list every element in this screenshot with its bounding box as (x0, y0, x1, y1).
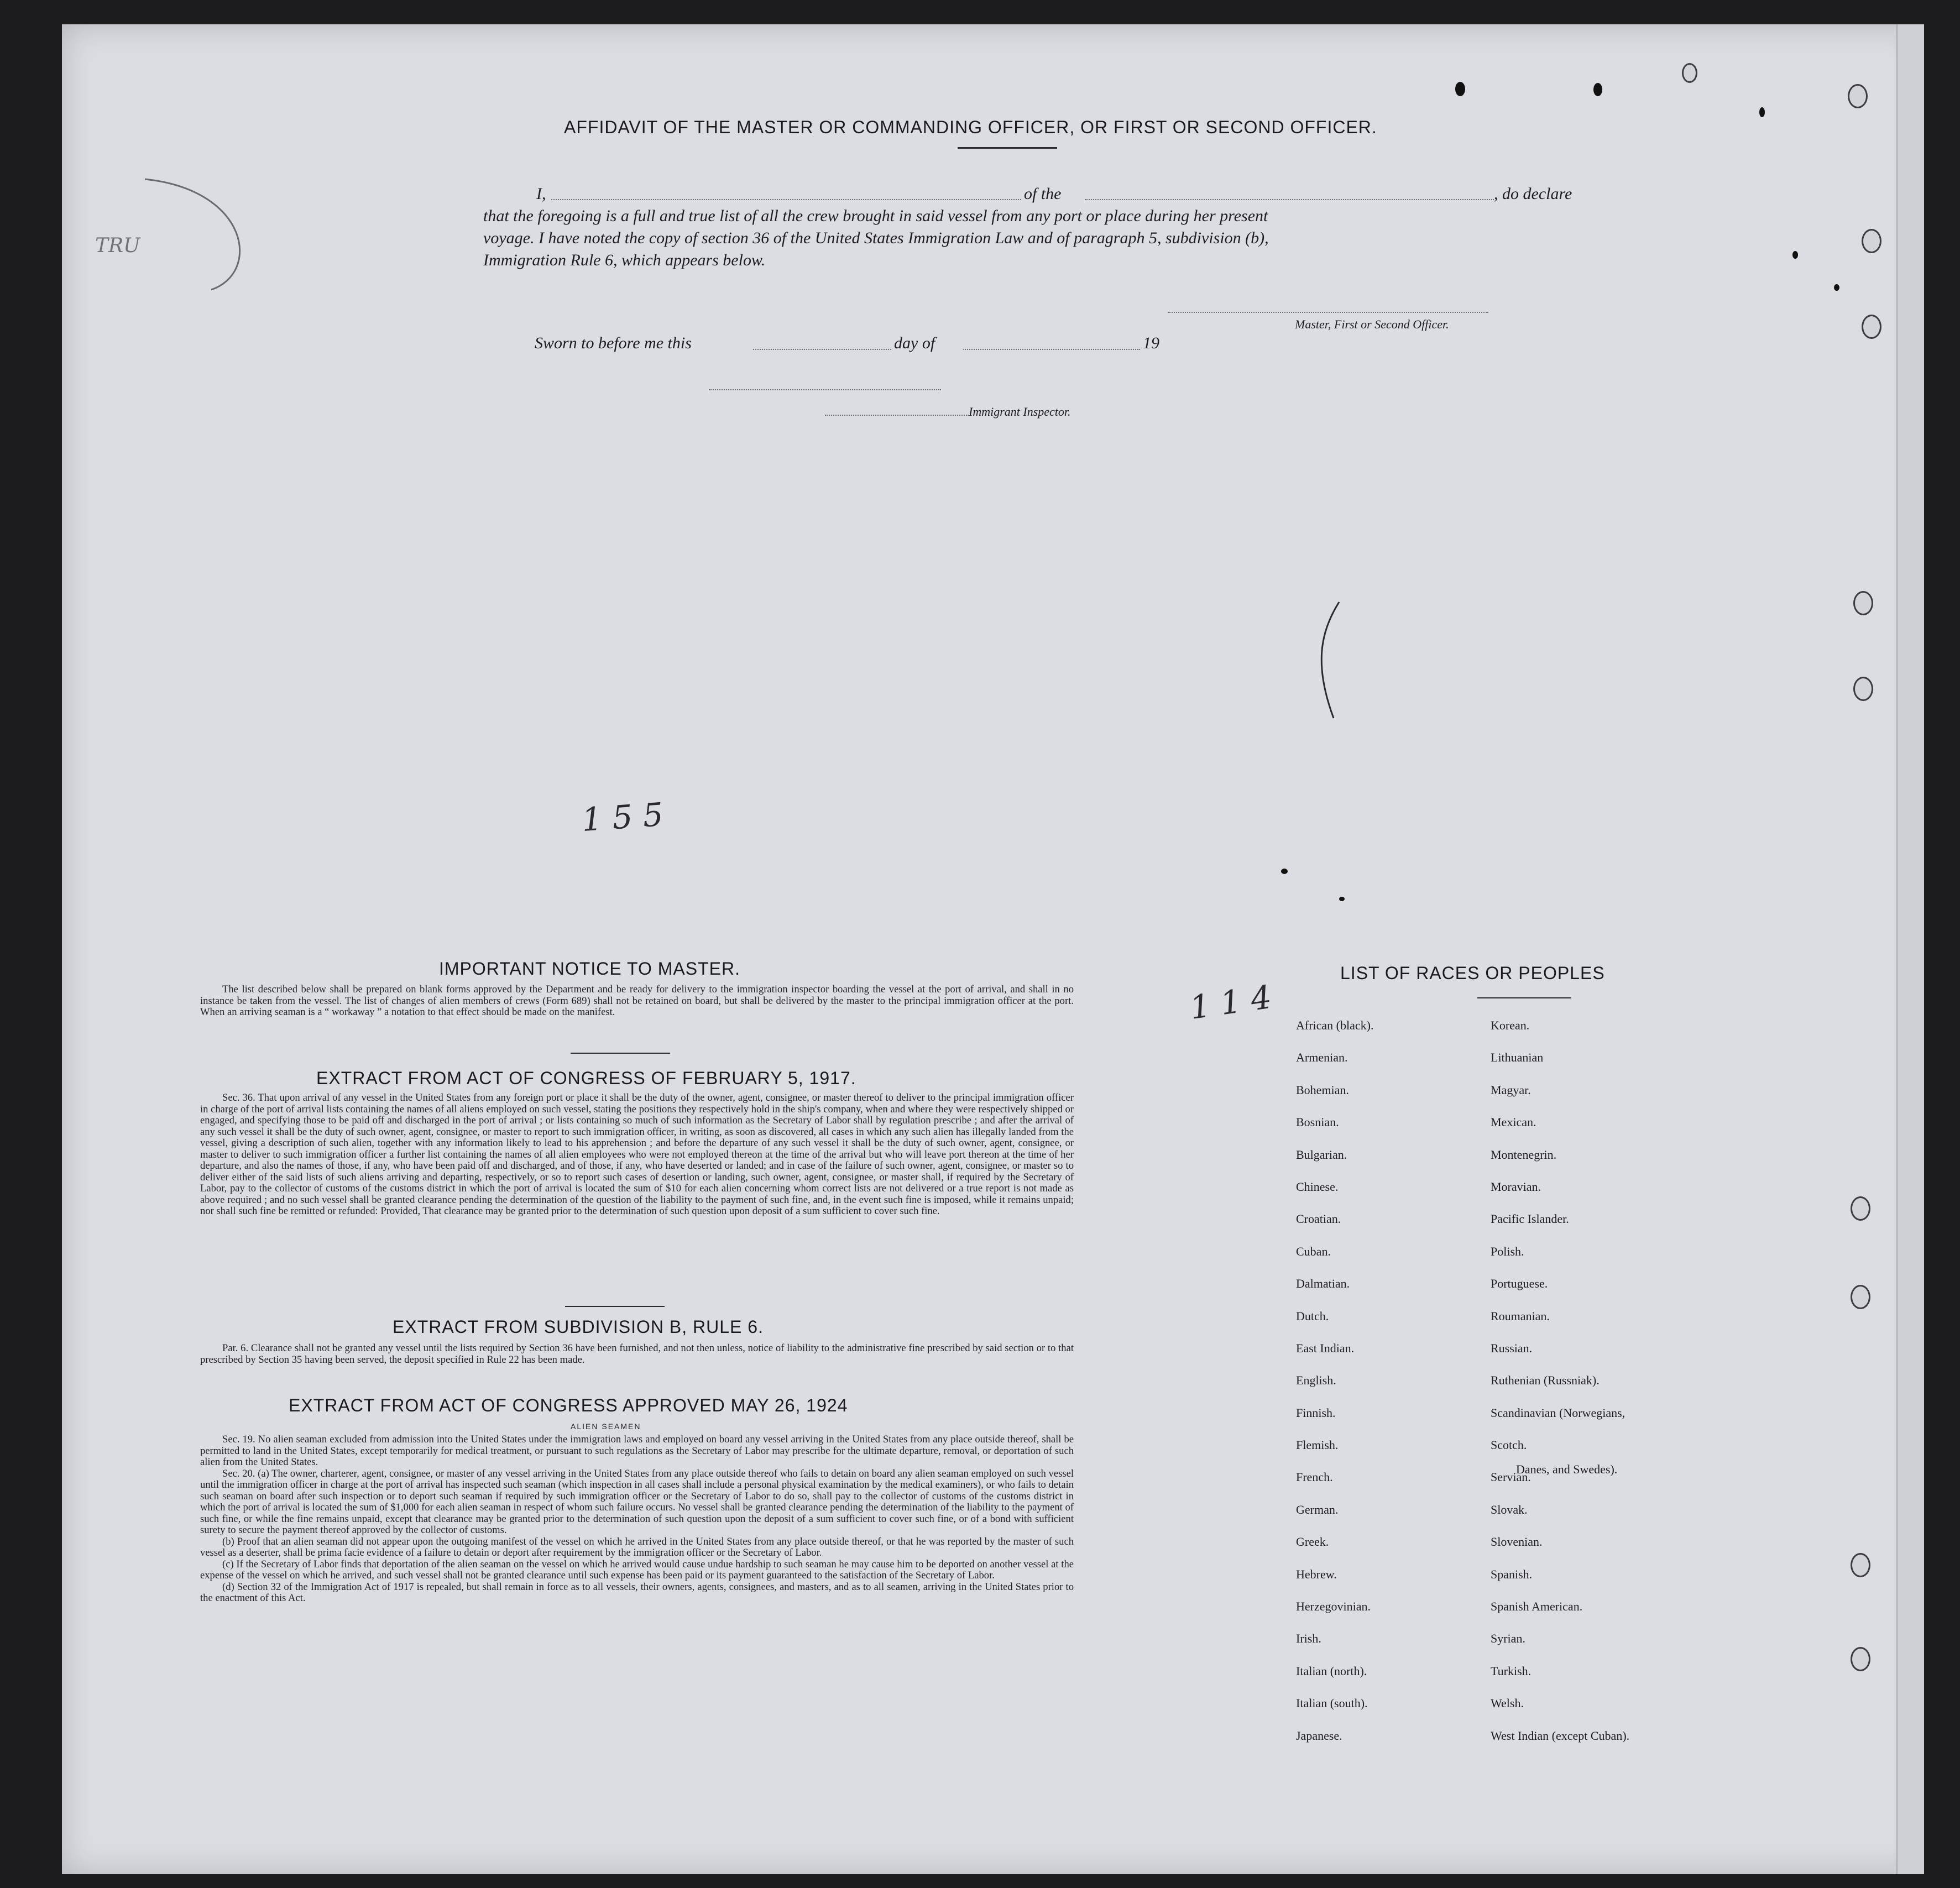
race-item: Welsh. (1491, 1696, 1524, 1711)
page-edge-strip (1896, 24, 1924, 1874)
affidavit-line-4: Immigration Rule 6, which appears below. (483, 251, 766, 269)
race-item: Bohemian. (1296, 1082, 1349, 1097)
sworn-year: 19 (1143, 334, 1159, 352)
extract-1917-text (200, 1092, 1074, 1217)
punch-hole (1851, 1196, 1870, 1221)
rule6-paragraph: Par. 6. Clearance shall not be granted any vessel until the lists required by Section 36 have been furnished, and not then unless, notice of liability to the administrative fine prescribed by said section or to that prescribed by Section 35 having been served, the deposit specified in Rule 22 has been made. (200, 1342, 1074, 1366)
race-item: Croatian. (1296, 1212, 1341, 1226)
race-item: Scandinavian (Norwegians, (1491, 1405, 1626, 1420)
sworn-month-line (963, 349, 1140, 350)
margin-arc (128, 168, 261, 295)
race-item: Bulgarian. (1296, 1147, 1347, 1162)
race-item: French. (1296, 1470, 1333, 1484)
center-handwriting: 1 5 5 (580, 795, 665, 839)
alien-seamen-subtitle: ALIEN SEAMEN (571, 1422, 641, 1431)
race-item: Irish. (1296, 1631, 1321, 1646)
race-item: Chinese. (1296, 1179, 1339, 1194)
race-item: Bosnian. (1296, 1115, 1339, 1129)
punch-hole (1682, 63, 1697, 83)
race-item: Syrian. (1491, 1631, 1525, 1646)
punch-hole (1862, 229, 1881, 253)
races-right-column (1491, 1010, 1629, 1752)
race-item: Italian (north). (1296, 1664, 1367, 1678)
race-item: Scotch. (1491, 1438, 1527, 1452)
race-item: Spanish American. (1491, 1599, 1583, 1614)
race-item: Montenegrin. (1491, 1147, 1557, 1162)
race-item: Portuguese. (1491, 1277, 1548, 1291)
ink-mark (1455, 82, 1465, 96)
race-item: Armenian. (1296, 1050, 1348, 1065)
race-item: Turkish. (1491, 1664, 1532, 1678)
name-blank-line (551, 199, 1021, 200)
race-item: Polish. (1491, 1244, 1524, 1258)
race-item: Lithuanian (1491, 1050, 1544, 1065)
punch-hole (1851, 1553, 1870, 1577)
divider-rule (571, 1053, 670, 1054)
punch-hole (1851, 1647, 1870, 1671)
race-item: Pacific Islander. (1491, 1212, 1569, 1226)
inspector-upper-line (709, 389, 941, 390)
race-item: Spanish. (1491, 1567, 1533, 1581)
affidavit-line-3: voyage. I have noted the copy of section 36 of the United States Immigration Law and of paragraph 5, subdivision (b), (483, 229, 1269, 247)
vessel-blank-line (1085, 199, 1494, 200)
extract-rule6-title: EXTRACT FROM SUBDIVISION B, RULE 6. (393, 1317, 764, 1337)
extract-rule6-text (200, 1343, 1074, 1366)
notice-title: IMPORTANT NOTICE TO MASTER. (439, 959, 740, 979)
race-item: Slovenian. (1491, 1535, 1543, 1549)
inspector-line (825, 415, 969, 416)
affidavit-i: I, (536, 185, 546, 203)
right-handwriting: 1 1 4 (1187, 978, 1274, 1027)
sec-20a-paragraph: Sec. 20. (a) The owner, charterer, agent, consignee, or master of any vessel arriving in the United States from any place outside thereof who fails to detain on board any alien seaman employed on such vessel until the immigration officer in charge at the port of arrival has inspected such seaman (which inspection in all cases shall include a personal physical examination by the medical examiners), or who fails to detain such seaman on board after such inspection or to deport such seaman if required by such immigration officer or the Secretary of Labor to do so, shall pay to the collector of customs of the customs district in which the port of arrival is located the sum of $1,000 for each alien seaman in respect of whom such failure occurs. No vessel shall be granted clearance pending the determination of the liability to the payment of such fine, or while the fine remains unpaid, except that clearance may be granted prior to the determination of such question upon the deposit of a sum sufficient to cover such fine, or of a bond with sufficient surety to secure the payment thereof approved by the collector of customs. (200, 1467, 1074, 1536)
race-item: Greek. (1296, 1535, 1329, 1549)
ink-mark (1339, 897, 1345, 901)
races-left-column (1296, 1010, 1373, 1752)
pen-stroke (1317, 599, 1350, 721)
extract-1924-title: EXTRACT FROM ACT OF CONGRESS APPROVED MAY 26, 1924 (289, 1395, 848, 1415)
race-item: Korean. (1491, 1018, 1530, 1032)
section-36-paragraph: Sec. 36. That upon arrival of any vessel in the United States from any foreign port or place it shall be the duty of the owner, agent, consignee, or master thereof to deliver to the principal immigration officer in charge of the port of arrival lists containing the names of all aliens employed on such vessel, stating the positions they respectively hold in the ship's company, when and where they were respectively shipped or engaged, and specifying those to be paid off and discharged in the port of arrival ; or lists containing so much of such information as the Secretary of Labor shall by regulation prescribe ; and after the arrival of any such vessel it shall be the duty of such owner, agent, consignee, or master to report to such immigration officer, in writing, as soon as discovered, all cases in which any such alien has illegally landed from the vessel, giving a description of such alien, together with any information likely to lead to his apprehension ; and before the departure of any such vessel it shall be the duty of such owner, agent, consignee, or master to deliver to such immigration officer a further list containing the names of all alien employees who were not employed thereon at the time of the arrival but who will leave port thereon at the time of her departure, and also the names of those, if any, who have been paid off and discharged, and of those, if any, who have deserted or landed; and in case of the failure of such owner, agent, consignee, or master so to deliver either of the said lists of such aliens arriving and departing, respectively, or so to report such cases of desertion or landing, such owner, agent, consignee, or master shall, if required by the Secretary of Labor, pay to the collector of customs of the customs district in which the port of arrival is located the sum of $10 for each alien concerning whom correct lists are not delivered or a true report is not made as above required ; and no such vessel shall be granted clearance pending the determination of the question of the liability to the payment of such fine, and, in the event such fine is imposed, while it remains unpaid; nor shall such fine be remitted or refunded: Provided, That clearance may be granted prior to the determination of such question upon deposit of a sum sufficient to cover such fine. (200, 1092, 1074, 1217)
race-item: West Indian (except Cuban). (1491, 1728, 1630, 1743)
punch-hole (1848, 84, 1868, 108)
sworn-day-line (753, 349, 891, 350)
race-item: Italian (south). (1296, 1696, 1368, 1711)
affidavit-declare: , do declare (1494, 185, 1572, 203)
punch-hole (1862, 315, 1881, 339)
ink-mark (1281, 869, 1288, 874)
affidavit-line-2: that the foregoing is a full and true list of all the crew brought in said vessel from any port or place during her present (483, 207, 1268, 225)
race-item: Flemish. (1296, 1438, 1339, 1452)
race-item: Russian. (1491, 1341, 1533, 1355)
race-item: Moravian. (1491, 1179, 1541, 1194)
race-item: Herzegovinian. (1296, 1599, 1371, 1614)
sec-20d-paragraph: (d) Section 32 of the Immigration Act of 1917 is repealed, but shall remain in force as to all vessels, their owners, agents, consignees, and masters, and as to all seamen, arriving in the United States prior to the enactment of this Act. (200, 1581, 1074, 1604)
race-item: Japanese. (1296, 1728, 1342, 1743)
race-item: English. (1296, 1373, 1336, 1388)
ink-mark (1593, 83, 1602, 96)
punch-hole (1853, 677, 1873, 701)
race-item: Roumanian. (1491, 1309, 1550, 1323)
race-item: Hebrew. (1296, 1567, 1337, 1581)
race-item: African (black). (1296, 1018, 1374, 1032)
sworn-day-of: day of (894, 334, 935, 352)
affidavit-title: AFFIDAVIT OF THE MASTER OR COMMANDING OFFICER, OR FIRST OR SECOND OFFICER. (564, 117, 1377, 137)
race-item: Dutch. (1296, 1309, 1329, 1323)
extract-1924-text (200, 1434, 1074, 1604)
race-item: Mexican. (1491, 1115, 1536, 1129)
race-item: East Indian. (1296, 1341, 1355, 1355)
divider-rule (1477, 997, 1571, 998)
punch-hole (1851, 1285, 1870, 1309)
race-item: German. (1296, 1502, 1339, 1516)
race-item: Ruthenian (Russniak). (1491, 1373, 1600, 1388)
sec-20b-paragraph: (b) Proof that an alien seaman did not appear upon the outgoing manifest of the vessel on which he arrived in the United States from any place outside thereof, or that he was reported by the master of such vessel as a deserter, shall be prima facie evidence of a failure to detain or deport after requirement by the immigration officer or the Secretary of Labor. (200, 1535, 1074, 1558)
divider-rule (958, 147, 1057, 149)
notice-text (200, 984, 1074, 1018)
divider-rule (565, 1306, 665, 1307)
signature-label: Master, First or Second Officer. (1295, 317, 1449, 331)
affidavit-of-the: of the (1024, 185, 1062, 203)
extract-1917-title: EXTRACT FROM ACT OF CONGRESS OF FEBRUARY 5, 1917. (316, 1068, 856, 1088)
sec-20c-paragraph: (c) If the Secretary of Labor finds that deportation of the alien seaman on the vessel on which he arrived would cause undue hardship to such seaman he may cause him to be deported on another vessel at the expense of the vessel on which he arrived, and such vessel shall not be granted clearance until such expense has been paid or its payment guaranteed to the satisfaction of the Secretary of Labor. (200, 1558, 1074, 1581)
margin-handwriting: TRU (95, 234, 140, 257)
sworn-prefix: Sworn to before me this (535, 334, 692, 352)
races-title: LIST OF RACES OR PEOPLES (1340, 963, 1605, 983)
signature-line (1168, 312, 1488, 313)
race-item: Cuban. (1296, 1244, 1331, 1258)
race-item: Magyar. (1491, 1082, 1531, 1097)
ink-mark (1792, 251, 1798, 259)
race-item: Dalmatian. (1296, 1277, 1350, 1291)
race-item: Servian. (1491, 1470, 1531, 1484)
inspector-label: Immigrant Inspector. (969, 405, 1071, 419)
notice-paragraph: The list described below shall be prepared on blank forms approved by the Department and be ready for delivery to the immigration inspector boarding the vessel at the port of arrival, and shall in no instance be taken from the vessel. The list of changes of alien members of crews (Form 689) shall not be retained on board, but shall be delivered by the master to the principal immigration officer at the port. When an arriving seaman is a “ workaway ” a notation to that effect should be made on the manifest. (200, 984, 1074, 1018)
race-item: Slovak. (1491, 1502, 1528, 1516)
race-item: Finnish. (1296, 1405, 1336, 1420)
ink-mark (1759, 107, 1765, 117)
punch-hole (1853, 591, 1873, 615)
document-page (62, 24, 1924, 1874)
ink-mark (1834, 284, 1839, 291)
sec-19-paragraph: Sec. 19. No alien seaman excluded from admission into the United States under the immigration laws and employed on board any vessel arriving in the United States from any place outside thereof, shall be permitted to land in the United States, except temporarily for medical treatment, or pursuant to such regulations as the Secretary of Labor may prescribe for the ultimate departure, removal, or deportation of such alien from the United States. (200, 1434, 1074, 1468)
race-item-continuation: Danes, and Swedes). (1516, 1462, 1618, 1476)
